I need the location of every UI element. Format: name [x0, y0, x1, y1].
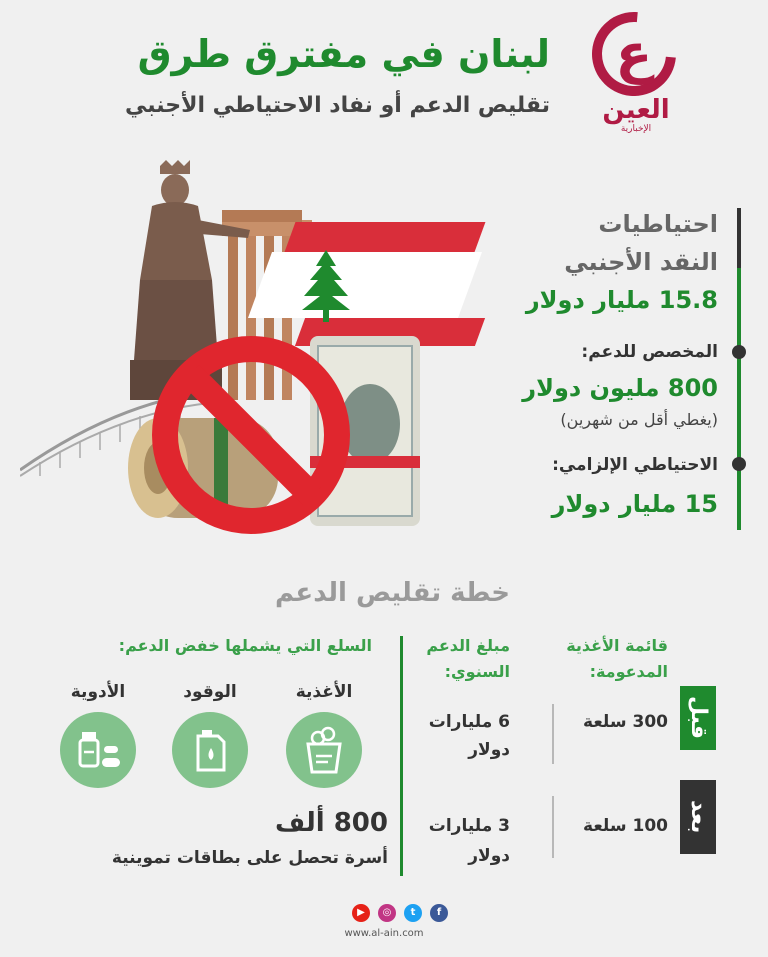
- after-items: 100 سلعة: [583, 816, 668, 836]
- prohibited-icon: [146, 330, 356, 540]
- before-amount-line1: 6 مليارات: [428, 712, 510, 732]
- after-amount-line2: دولار: [468, 846, 510, 866]
- amount-header-line1: مبلغ الدعم: [426, 636, 510, 655]
- row-separator: [552, 796, 554, 858]
- mandatory-value: 15 مليار دولار: [551, 490, 718, 518]
- good-label-food: الأغذية: [295, 682, 353, 702]
- good-label-fuel: الوقود: [183, 682, 237, 702]
- before-amount-line2: دولار: [468, 740, 510, 760]
- reserves-label-line2: النقد الأجنبي: [564, 248, 718, 276]
- families-text: أسرة تحصل على بطاقات تموينية: [111, 848, 388, 868]
- twitter-icon[interactable]: t: [404, 904, 422, 922]
- row-separator: [552, 704, 554, 764]
- mandatory-label: الاحتياطي الإلزامي:: [552, 455, 718, 475]
- timeline-top-line: [737, 208, 741, 268]
- amount-header-line2: السنوي:: [444, 662, 510, 681]
- families-number: 800 ألف: [275, 808, 388, 838]
- before-tag: قبل: [680, 686, 716, 750]
- timeline-green-line: [737, 268, 741, 530]
- goods-header: السلع التي يشملها خفض الدعم:: [118, 636, 372, 655]
- page-subtitle: تقليص الدعم أو نفاد الاحتياطي الأجنبي: [125, 93, 550, 118]
- reserves-label-line1: احتياطيات: [598, 210, 718, 238]
- before-items: 300 سلعة: [583, 712, 668, 732]
- after-tag: بعد: [680, 780, 716, 854]
- good-label-medicine: الأدوية: [70, 682, 126, 702]
- food-list-header-line1: قائمة الأغذية: [566, 636, 668, 655]
- page-title: لبنان في مفترق طرق: [137, 32, 550, 76]
- cedar-icon: [296, 248, 356, 324]
- fuel-can-icon: [172, 712, 248, 788]
- logo-name: العين: [602, 95, 670, 125]
- timeline-dot: [732, 457, 746, 471]
- subsidy-label: المخصص للدعم:: [581, 342, 718, 362]
- subsidy-value: 800 مليون دولار: [522, 374, 718, 402]
- logo-glyph: ع: [615, 22, 653, 85]
- youtube-icon[interactable]: ▶: [352, 904, 370, 922]
- food-list-header-line2: المدعومة:: [589, 662, 668, 681]
- subsidy-note: (يغطي أقل من شهرين): [560, 410, 718, 429]
- logo-tagline: الإخبارية: [620, 124, 652, 134]
- food-bag-icon: [286, 712, 362, 788]
- facebook-icon[interactable]: f: [430, 904, 448, 922]
- after-amount-line1: 3 مليارات: [428, 816, 510, 836]
- plan-title: خطة تقليص الدعم: [275, 578, 510, 608]
- medicine-icon: [60, 712, 136, 788]
- reserves-total-value: 15.8 مليار دولار: [525, 286, 718, 314]
- website-link[interactable]: www.al-ain.com: [344, 928, 424, 939]
- timeline-dot: [732, 345, 746, 359]
- instagram-icon[interactable]: ◎: [378, 904, 396, 922]
